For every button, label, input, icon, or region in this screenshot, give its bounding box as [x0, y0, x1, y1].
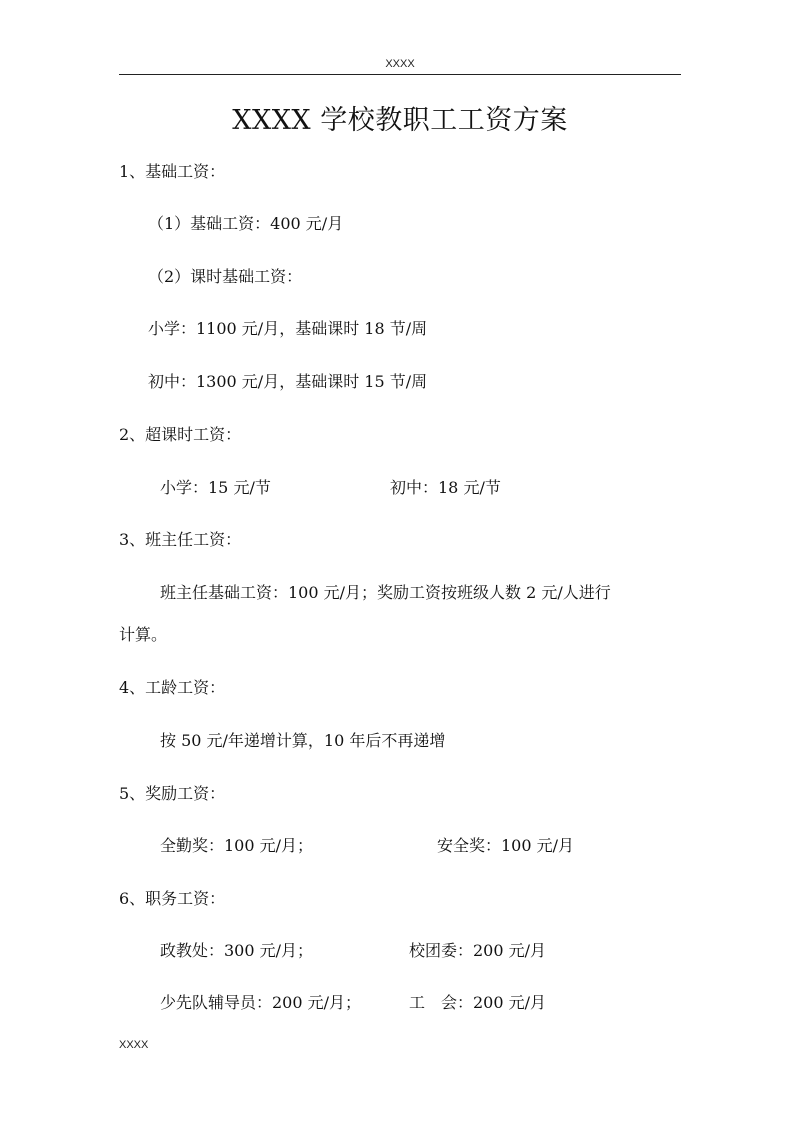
section-6-union: 工 会：200 元/月 — [409, 993, 547, 1012]
section-1-line-4: 初中：1300 元/月，基础课时 15 节/周 — [148, 372, 428, 391]
section-6-pioneer-counselor: 少先队辅导员：200 元/月； — [160, 993, 362, 1012]
section-2-primary-rate: 小学：15 元/节 — [160, 478, 271, 497]
section-3-line-2: 计算。 — [119, 625, 168, 644]
section-6-youth-league: 校团委：200 元/月 — [409, 941, 547, 960]
section-2-heading: 2、超课时工资： — [119, 425, 242, 444]
page-footer: XXXX — [119, 1039, 149, 1051]
header-divider — [119, 74, 681, 75]
section-2-middle-rate: 初中：18 元/节 — [390, 478, 501, 497]
page-header: XXXX — [385, 58, 415, 70]
section-3-line-1: 班主任基础工资：100 元/月；奖励工资按班级人数 2 元/人进行 — [160, 583, 611, 602]
section-1-line-2: （2）课时基础工资： — [148, 267, 303, 286]
document-title: XXXX 学校教职工工资方案 — [232, 105, 568, 136]
section-6-heading: 6、职务工资： — [119, 889, 226, 908]
section-1-line-1: （1）基础工资：400 元/月 — [148, 214, 344, 233]
section-3-heading: 3、班主任工资： — [119, 530, 242, 549]
section-4-heading: 4、工龄工资： — [119, 678, 226, 697]
section-1-line-3: 小学：1100 元/月，基础课时 18 节/周 — [148, 319, 428, 338]
section-5-heading: 5、奖励工资： — [119, 784, 226, 803]
section-4-line-1: 按 50 元/年递增计算，10 年后不再递增 — [160, 731, 446, 750]
section-6-political-office: 政教处：300 元/月； — [160, 941, 314, 960]
section-5-safety-award: 安全奖：100 元/月 — [437, 836, 575, 855]
section-5-attendance-award: 全勤奖：100 元/月； — [160, 836, 314, 855]
section-1-heading: 1、基础工资： — [119, 162, 226, 181]
